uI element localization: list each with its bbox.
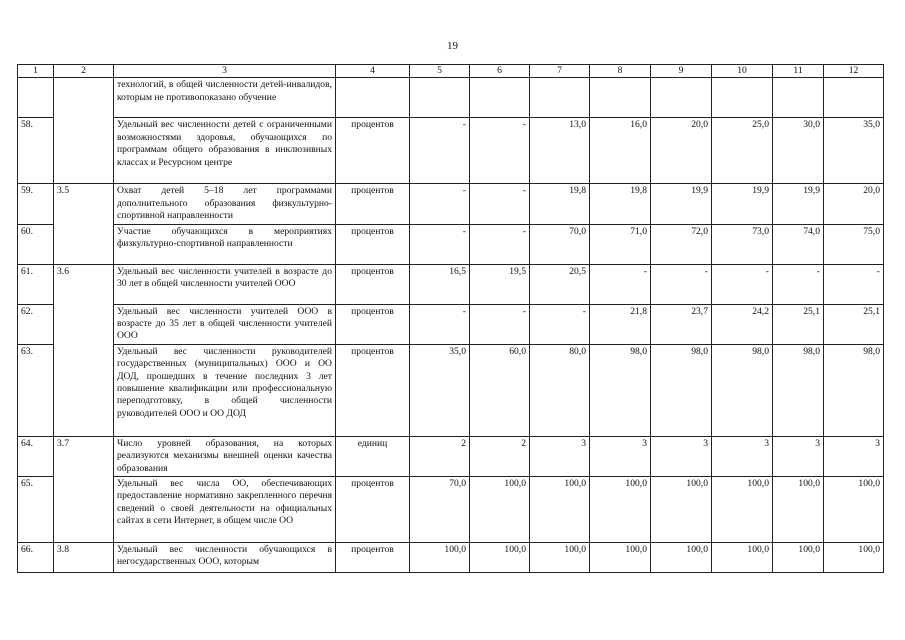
column-header: 6	[470, 65, 530, 78]
unit-cell: процентов	[336, 264, 410, 304]
value-cell: 35,0	[410, 344, 470, 436]
value-cell: -	[410, 224, 470, 264]
row-number-cell	[18, 78, 54, 118]
value-cell: 100,0	[712, 477, 773, 543]
indicator-name-cell: Удельный вес численности детей с ограниченными возможностями здоровья, обучающихся по программам общего образования в инклюзивных классах и Ресурсном центре	[114, 118, 336, 184]
value-cell: 3	[712, 436, 773, 476]
row-number-cell: 64.	[18, 436, 54, 476]
unit-cell: процентов	[336, 304, 410, 344]
value-cell: -	[651, 264, 712, 304]
value-cell: 100,0	[824, 543, 884, 573]
page-number: 19	[447, 40, 458, 52]
value-cell: 16,0	[590, 118, 651, 184]
table-row	[18, 543, 884, 573]
row-number-cell: 61.	[18, 264, 54, 304]
value-cell: -	[530, 304, 590, 344]
value-cell: 100,0	[651, 543, 712, 573]
row-number-cell: 65.	[18, 477, 54, 543]
value-cell: 3	[773, 436, 824, 476]
indicator-name-cell: Число уровней образования, на которых реализуются механизмы внешней оценки качества образования	[114, 436, 336, 476]
value-cell: 98,0	[824, 344, 884, 436]
column-header: 1	[18, 65, 54, 78]
column-header: 8	[590, 65, 651, 78]
table-row	[18, 436, 884, 476]
value-cell: 100,0	[530, 543, 590, 573]
row-number-cell: 66.	[18, 543, 54, 573]
value-cell: 25,1	[773, 304, 824, 344]
indicator-name-cell: Удельный вес числа ОО, обеспечивающих предоставление нормативно закрепленного перечня сведений о своей деятельности на официальных сайтах в сети Интернет, в общем числе ОО	[114, 477, 336, 543]
row-number-cell: 59.	[18, 184, 54, 224]
unit-cell: процентов	[336, 344, 410, 436]
value-cell	[773, 78, 824, 118]
value-cell: 3	[824, 436, 884, 476]
value-cell: 23,7	[651, 304, 712, 344]
unit-cell: единиц	[336, 436, 410, 476]
value-cell: 2	[470, 436, 530, 476]
section-code-cell: 3.7	[54, 436, 114, 542]
column-header: 11	[773, 65, 824, 78]
value-cell: 100,0	[824, 477, 884, 543]
value-cell: 100,0	[590, 543, 651, 573]
value-cell: 70,0	[530, 224, 590, 264]
value-cell: 3	[651, 436, 712, 476]
value-cell: 100,0	[773, 477, 824, 543]
value-cell	[530, 78, 590, 118]
value-cell: 74,0	[773, 224, 824, 264]
value-cell: -	[824, 264, 884, 304]
value-cell: 100,0	[530, 477, 590, 543]
value-cell: 70,0	[410, 477, 470, 543]
value-cell: 100,0	[773, 543, 824, 573]
unit-cell: процентов	[336, 184, 410, 224]
indicator-name-cell: Удельный вес численности учителей ООО в возрасте до 35 лет в общей численности учителей ООО	[114, 304, 336, 344]
value-cell: 100,0	[470, 543, 530, 573]
value-cell: -	[590, 264, 651, 304]
table-row	[18, 118, 884, 184]
value-cell: 3	[590, 436, 651, 476]
value-cell	[590, 78, 651, 118]
value-cell: 98,0	[773, 344, 824, 436]
value-cell	[824, 78, 884, 118]
value-cell: -	[470, 118, 530, 184]
value-cell: 19,8	[590, 184, 651, 224]
value-cell	[712, 78, 773, 118]
section-code-cell: 3.8	[54, 543, 114, 573]
table-row	[18, 304, 884, 344]
indicator-name-cell: Удельный вес численности учителей в возрасте до 30 лет в общей численности учителей ООО	[114, 264, 336, 304]
value-cell: -	[410, 304, 470, 344]
indicator-name-cell: Удельный вес численности обучающихся в негосударственных ООО, которым	[114, 543, 336, 573]
value-cell: 25,1	[824, 304, 884, 344]
unit-cell: процентов	[336, 118, 410, 184]
value-cell: 73,0	[712, 224, 773, 264]
row-number-cell: 63.	[18, 344, 54, 436]
unit-cell: процентов	[336, 543, 410, 573]
value-cell: 19,9	[773, 184, 824, 224]
row-number-cell: 60.	[18, 224, 54, 264]
value-cell: 19,8	[530, 184, 590, 224]
table-row	[18, 477, 884, 543]
value-cell: -	[773, 264, 824, 304]
value-cell: 98,0	[712, 344, 773, 436]
indicators-table	[17, 64, 884, 573]
column-header: 3	[114, 65, 336, 78]
value-cell	[470, 78, 530, 118]
indicator-name-cell: Удельный вес численности руководителей государственных (муниципальных) ООО и ОО ДОД, прошедших в течение последних 3 лет повышение квалификации или профессиональную переподготовку, в общей численности руководителей ООО и ОО ДОД	[114, 344, 336, 436]
value-cell: -	[712, 264, 773, 304]
value-cell: 25,0	[712, 118, 773, 184]
value-cell: 60,0	[470, 344, 530, 436]
indicator-name-cell: Охват детей 5–18 лет программами дополнительного образования физкультурно-спортивной направленности	[114, 184, 336, 224]
section-code-cell: 3.6	[54, 264, 114, 436]
value-cell: 72,0	[651, 224, 712, 264]
value-cell: 3	[530, 436, 590, 476]
value-cell: -	[470, 184, 530, 224]
value-cell: 19,5	[470, 264, 530, 304]
unit-cell	[336, 78, 410, 118]
indicator-name-cell: Участие обучающихся в мероприятиях физкультурно-спортивной направленности	[114, 224, 336, 264]
indicator-name-cell: технологий, в общей численности детей-инвалидов, которым не противопоказано обучение	[114, 78, 336, 118]
row-number-cell: 58.	[18, 118, 54, 184]
table-row	[18, 184, 884, 224]
value-cell: 16,5	[410, 264, 470, 304]
value-cell: 98,0	[651, 344, 712, 436]
unit-cell: процентов	[336, 224, 410, 264]
value-cell: -	[470, 224, 530, 264]
column-header: 12	[824, 65, 884, 78]
value-cell: 100,0	[470, 477, 530, 543]
unit-cell: процентов	[336, 477, 410, 543]
table-row	[18, 224, 884, 264]
value-cell: 20,5	[530, 264, 590, 304]
table-header-row	[18, 65, 884, 78]
value-cell: 20,0	[651, 118, 712, 184]
value-cell: 24,2	[712, 304, 773, 344]
column-header: 4	[336, 65, 410, 78]
value-cell: 21,8	[590, 304, 651, 344]
value-cell: 30,0	[773, 118, 824, 184]
column-header: 7	[530, 65, 590, 78]
value-cell: 80,0	[530, 344, 590, 436]
value-cell	[410, 78, 470, 118]
value-cell: 19,9	[712, 184, 773, 224]
value-cell: 71,0	[590, 224, 651, 264]
section-code-cell	[54, 78, 114, 184]
table-row	[18, 264, 884, 304]
value-cell: -	[410, 184, 470, 224]
table-row	[18, 78, 884, 118]
table-row	[18, 344, 884, 436]
value-cell: 98,0	[590, 344, 651, 436]
value-cell: 19,9	[651, 184, 712, 224]
column-header: 5	[410, 65, 470, 78]
value-cell: -	[470, 304, 530, 344]
column-header: 2	[54, 65, 114, 78]
value-cell: 20,0	[824, 184, 884, 224]
value-cell: 100,0	[410, 543, 470, 573]
row-number-cell: 62.	[18, 304, 54, 344]
value-cell: 100,0	[712, 543, 773, 573]
value-cell: 100,0	[590, 477, 651, 543]
value-cell: 35,0	[824, 118, 884, 184]
column-header: 10	[712, 65, 773, 78]
value-cell: 100,0	[651, 477, 712, 543]
value-cell: -	[410, 118, 470, 184]
value-cell: 2	[410, 436, 470, 476]
value-cell	[651, 78, 712, 118]
column-header: 9	[651, 65, 712, 78]
value-cell: 13,0	[530, 118, 590, 184]
value-cell: 75,0	[824, 224, 884, 264]
section-code-cell: 3.5	[54, 184, 114, 264]
